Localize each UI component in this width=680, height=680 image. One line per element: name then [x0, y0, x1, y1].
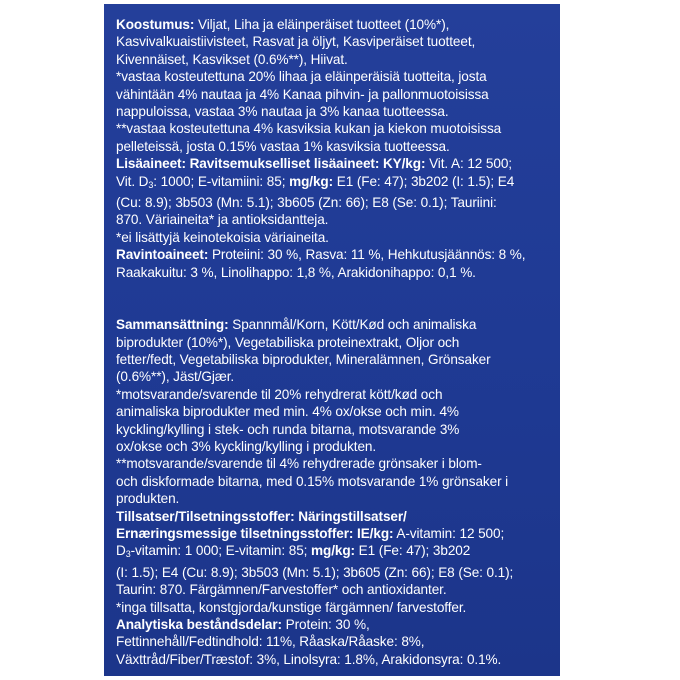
- fi-additives-line-2: [116, 173, 550, 194]
- sv-composition-line-1: [116, 316, 550, 333]
- sv-footnote1-line-3: kyckling/kylling i stek- och runda bitarna, motsvarande 3%: [116, 421, 460, 437]
- fi-additives-line-5: *ei lisättyjä keinotekoisia väriaineita.: [116, 229, 329, 245]
- fi-analytics-line-2: Raakakuitu: 3 %, Linolihappo: 1,8 %, Arakidonihappo: 0,1 %.: [116, 264, 476, 280]
- sv-mgkg-heading: mg/kg:: [311, 543, 355, 559]
- sv-footnote1-line-1: *motsvarande/svarende til 20% rehydrerat kött/kød och: [116, 386, 443, 402]
- fi-composition-line-2: Kasvivalkuaistiivisteet, Rasvat ja öljyt, Kasviperäiset tuotteet,: [116, 34, 476, 50]
- sv-vit-d-text: D: [116, 543, 126, 559]
- sv-footnote2-line-2: och diskformade bitarna, med 0.15% motsvarande 1% grönsaker i: [116, 473, 509, 489]
- sv-composition-line-4: (0.6%**), Jäst/Gjær.: [116, 369, 235, 385]
- sv-footnote1-line-2: animaliska biprodukter med min. 4% ox/okse och min. 4%: [116, 404, 459, 420]
- sv-composition-text: Spannmål/Korn, Kött/Kød och animaliska: [228, 317, 477, 333]
- fi-footnote2-line-2: pelleteissä, josta 0.15% vastaa 1% kasviksia tuotteessa.: [116, 138, 450, 154]
- fi-analytics-line-1: [116, 246, 550, 263]
- sv-footnote2-line-3: produkten.: [116, 491, 180, 507]
- sv-composition-heading: Sammansättning:: [116, 317, 229, 333]
- ingredients-label-panel: [104, 4, 560, 676]
- fi-footnote1-line-2: vähintään 4% nautaa ja 4% Kanaa pihvin- ja pallonmuotoisissa: [116, 86, 489, 102]
- section-spacer: [116, 281, 550, 316]
- sv-vit-e-text: -vitamin: 1 000; E-vitamin: 85;: [130, 543, 312, 559]
- sv-vit-a-text: A-vitamin: 12 500;: [393, 525, 505, 541]
- sv-trace-text: E1 (Fe: 47); 3b202: [354, 543, 471, 559]
- sv-composition-line-2: biprodukter (10%*), Vegetabiliska proteinextrakt, Oljor och: [116, 334, 460, 350]
- sv-analytics-heading: Analytiska beståndsdelar:: [116, 617, 282, 632]
- fi-trace-text: E1 (Fe: 47); 3b202 (I: 1.5); E4: [333, 173, 515, 189]
- fi-additives-line-4: 870. Väriaineita* ja antioksidantteja.: [116, 212, 329, 228]
- fi-vit-e-text: : 1000; E-vitamiini: 85;: [153, 173, 290, 189]
- sv-additives-line-5: Taurin: 870. Färgämnen/Farvestoffer* och antioxidanter.: [116, 582, 447, 598]
- sv-additives-heading: Ernæringsmessige tilsetningsstoffer: IE/kg:: [116, 525, 394, 541]
- fi-additives-text: Vit. A: 12 500;: [425, 156, 512, 172]
- sv-analytics-line-2: Fettinnehåll/Fedtindhold: 11%, Råaska/Råaske: 8%,: [116, 634, 425, 650]
- fi-footnote1-line-1: *vastaa kosteutettuna 20% lihaa ja eläinperäisiä tuotteita, josta: [116, 69, 487, 85]
- fi-composition-line-3: Kivennäiset, Kasvikset (0.6%**), Hiivat.: [116, 51, 348, 67]
- fi-additives-heading: Lisäaineet: Ravitsemukselliset lisäaineet: KY/kg:: [116, 156, 426, 172]
- fi-composition-text: Viljat, Liha ja eläinperäiset tuotteet (10%*),: [194, 17, 450, 32]
- ingredients-text-block: [116, 16, 550, 668]
- fi-additives-line-3: (Cu: 8.9); 3b503 (Mn: 5.1); 3b605 (Zn: 66); E8 (Se: 0.1); Tauriini:: [116, 195, 497, 211]
- fi-analytics-text: Proteiini: 30 %, Rasva: 11 %, Hehkutusjäännös: 8 %,: [208, 247, 526, 263]
- sv-additives-line-3: [116, 542, 550, 563]
- sv-composition-line-3: fetter/fedt, Vegetabiliska biprodukter, Mineralämnen, Grönsaker: [116, 351, 491, 367]
- sv-additives-heading-line-1: Tillsatser/Tilsetningsstoffer: Näringstillsatser/: [116, 508, 407, 524]
- fi-footnote2-line-1: **vastaa kosteutettuna 4% kasviksia kukan ja kiekon muotoisissa: [116, 121, 502, 137]
- sv-additives-line-4: (I: 1.5); E4 (Cu: 8.9); 3b503 (Mn: 5.1); 3b605 (Zn: 66); E8 (Se: 0.1);: [116, 564, 514, 580]
- sv-footnote2-line-1: **motsvarande/svarende til 4% rehydrerade grönsaker i blom-: [116, 456, 482, 472]
- fi-analytics-heading: Ravintoaineet:: [116, 247, 209, 263]
- fi-vit-d-text: Vit. D: [116, 173, 149, 189]
- fi-mgkg-heading: mg/kg:: [289, 173, 334, 189]
- fi-composition-line-1: [116, 16, 550, 33]
- sv-analytics-line-1: [116, 616, 550, 633]
- fi-footnote1-line-3: nappuloissa, vastaa 3% nautaa ja 3% kanaa tuotteessa.: [116, 104, 449, 120]
- sv-analytics-line-3: Växttråd/Fiber/Træstof: 3%, Linolsyra: 1.8%, Arakidonsyra: 0.1%.: [116, 651, 502, 667]
- sv-footnote1-line-4: ox/okse och 3% kyckling/kylling i produkten.: [116, 438, 377, 454]
- sv-analytics-text: Protein: 30 %,: [281, 617, 370, 632]
- fi-composition-heading: Koostumus:: [116, 17, 195, 32]
- sv-vit-d-subscript: 3: [125, 549, 131, 560]
- sv-additives-line-2: [116, 525, 550, 542]
- sv-additives-line-6: *inga tillsatta, konstgjorda/kunstige färgämnen/ farvestoffer.: [116, 599, 467, 615]
- fi-vit-d-subscript: 3: [148, 179, 154, 190]
- fi-additives-line-1: [116, 155, 550, 172]
